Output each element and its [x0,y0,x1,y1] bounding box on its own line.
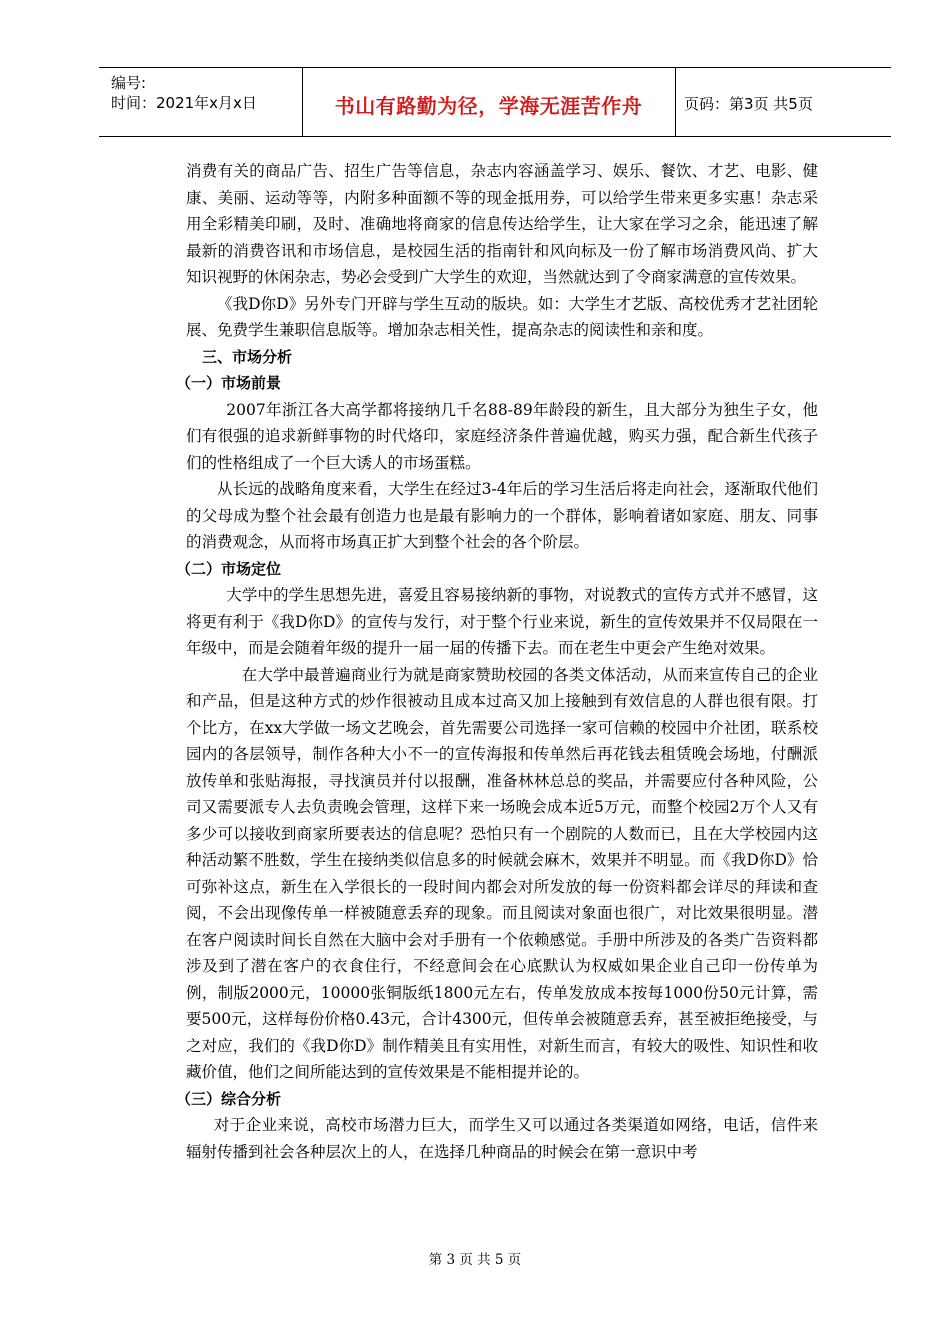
paragraph: 2007年浙江各大高学都将接纳几千名88-89年龄段的新生，且大部分为独生子女，他们有很强的追求新鲜事物的时代烙印，家庭经济条件普遍优越，购买力强，配合新生代孩子们的性格组成了一个巨大诱人的市场蛋糕。 [186,400,818,472]
subsection-heading: （三）综合分析 [176,1089,282,1108]
subsection-heading: （一）市场前景 [176,374,282,392]
paragraph: 在大学中最普遍商业行为就是商家赞助校园的各类文体活动，从而来宣传自己的企业和产品，但是这种方式的炒作很被动且成本过高又加上接触到有效信息的人群也很有限。打个比方，在xx大学做一场文艺晚会，首先需要公司选择一家可信赖的校园中介社团，联系校园内的各层领导，制作各种大小不一的宣传海报和传单然后再花钱去租赁晚会场地，付酬派放传单和张贴海报，寻找演员并付以报酬，准备林林总总的奖品，并需要应付各种风险，公司又需要派专人去负责晚会管理，这样下来一场晚会成本近5万元，而整个校园2万个人又有多少可以接收到商家所要表达的信息呢？恐怕只有一个剧院的人数而已，且在大学校园内这种活动繁不胜数，学生在接纳类似信息多的时候就会麻木，效果并不明显。而《我D你D》恰可弥补这点，新生在入学很长的一段时间内都会对所发放的每一份资料都会详尽的拜读和查阅，不会出现像传单一样被随意丢弃的现象。而且阅读对象面也很广，对比效果很明显。潜在客户阅读时间长自然在大脑中会对手册有一个依赖感觉。手册中所涉及的各类广告资料都涉及到了潜在客户的衣食住行，不经意间会在心底默认为权威如果企业自己印一份传单为例，制版2000元，10000张铜版纸1800元左右，传单发放成本按每1000份50元计算，需要500元，这样每份价格0.43元，合计4300元，但传单会被随意丢弃，甚至被拒绝接受，与之对应，我们的《我D你D》制作精美且有实用性，对新生而言，有较大的吸性、知识性和收藏价值，他们之间所能达到的宣传效果是不能相提并论的。 [186,665,818,1081]
page-footer: 第 3 页 共 5 页 [428,1252,522,1268]
paragraph: 从长远的战略角度来看，大学生在经过3-4年后的学习生活后将走向社会，逐渐取代他们的父母成为整个社会最有创造力也是最有影响力的一个群体，影响着诸如家庭、朋友、同事的消费观念，从而将市场真正扩大到整个社会的各个阶层。 [186,480,818,551]
paragraph: 消费有关的商品广告、招生广告等信息，杂志内容涵盖学习、娱乐、餐饮、才艺、电影、健康、美丽、运动等等，内附多种面额不等的现金抵用券，可以给学生带来更多实惠！杂志采用全彩精美印刷，及时、准确地将商家的信息传达给学生，让大家在学习之余，能迅速了解最新的消费咨讯和市场信息，是校园生活的指南针和风向标及一份了解市场消费风尚、扩大知识视野的休闲杂志，势必会受到广大学生的欢迎，当然就达到了令商家满意的宣传效果。 [186,162,818,286]
page-header [99,67,891,137]
document-date: 时间：2021年x月x日 [111,94,257,112]
header-meta-cell [99,68,303,136]
header-motto-cell [302,68,676,136]
paragraph: 大学中的学生思想先进，喜爱且容易接纳新的事物，对说教式的宣传方式并不感冒，这将更有利于《我D你D》的宣传与发行，对于整个行业来说，新生的宣传效果并不仅局限在一年级中，而是会随着年级的提升一届一届的传播下去。而在老生中更会产生绝对效果。 [186,586,818,657]
page-code: 页码：第3页 共5页 [684,95,813,113]
document-number-label: 编号: [111,74,147,92]
section-heading: 三、市场分析 [202,347,293,366]
paragraph: 《我D你D》另外专门开辟与学生互动的版块。如：大学生才艺版、高校优秀才艺社团轮展、免费学生兼职信息版等。增加杂志相关性，提高杂志的阅读性和亲和度。 [186,294,818,339]
subsection-heading: （二）市场定位 [176,559,282,578]
header-page-cell [676,68,891,136]
paragraph: 对于企业来说，高校市场潜力巨大，而学生又可以通过各类渠道如网络，电话，信件来辐射传播到社会各种层次上的人，在选择几种商品的时候会在第一意识中考 [186,1116,818,1161]
document-body [176,158,818,1165]
motto-text: 书山有路勤为径，学海无涯苦作舟 [334,94,643,118]
